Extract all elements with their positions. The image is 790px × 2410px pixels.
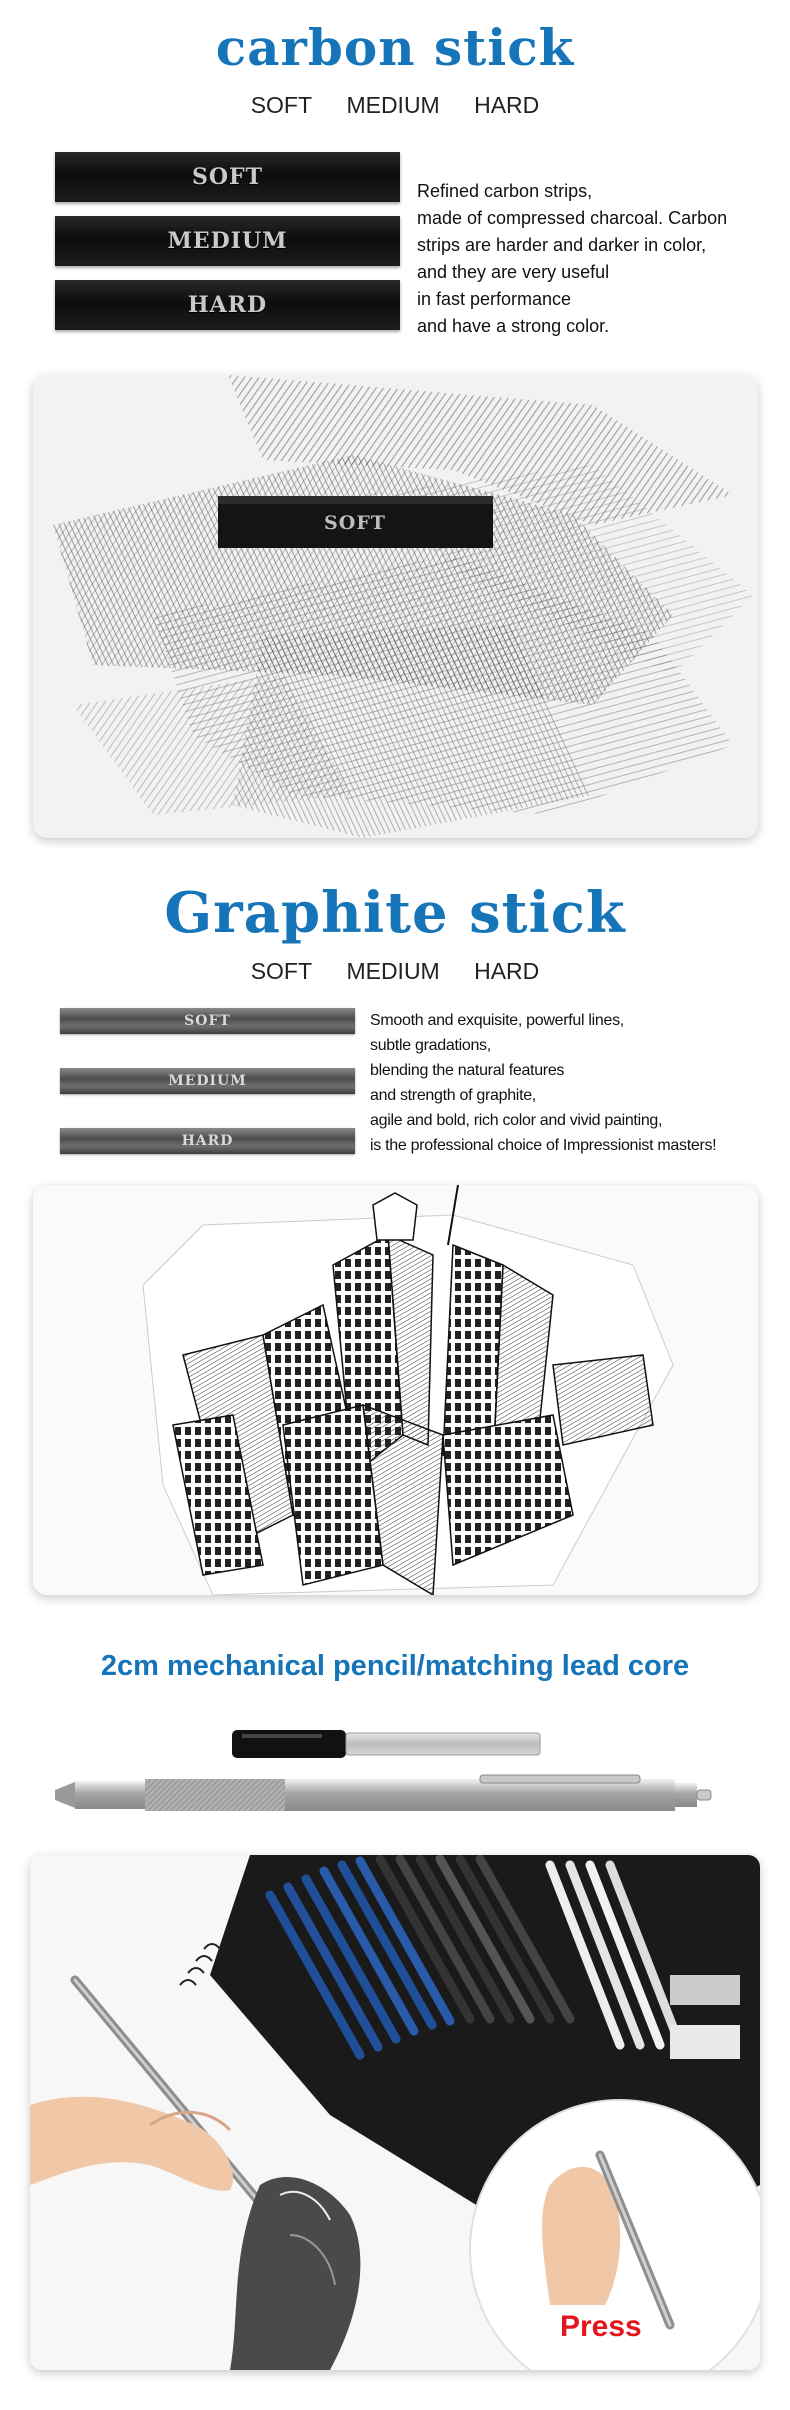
lead-case bbox=[232, 1730, 540, 1758]
grade-soft: SOFT bbox=[250, 92, 313, 118]
stick-label: SOFT bbox=[191, 164, 264, 190]
charcoal-scribble-illustration bbox=[33, 375, 758, 838]
graphite-stick-medium bbox=[60, 1068, 355, 1094]
carbon-grades bbox=[0, 92, 790, 119]
graphite-stick-soft bbox=[60, 1008, 355, 1034]
press-label: Press bbox=[560, 2310, 642, 2343]
graphite-grades bbox=[0, 958, 790, 985]
stick-label: HARD bbox=[187, 292, 268, 318]
graphite-title: Graphite stick bbox=[164, 880, 626, 946]
mechanical-pencil-heading: 2cm mechanical pencil/matching lead core bbox=[100, 1650, 690, 1682]
carbon-description: Refined carbon strips, made of compressed charcoal. Carbon strips are harder and darker in color, and they are very useful in fast performance and have a strong color. bbox=[417, 181, 728, 336]
mechanical-pencil bbox=[55, 1775, 711, 1811]
carbon-title: carbon stick bbox=[215, 18, 575, 77]
city-sketch-illustration bbox=[33, 1185, 758, 1595]
grade-hard: HARD bbox=[474, 92, 540, 118]
grade-medium: MEDIUM bbox=[346, 92, 440, 118]
carbon-stick-soft bbox=[55, 152, 400, 202]
pencil-set-photo bbox=[30, 1855, 760, 2370]
stick-label: HARD bbox=[181, 1133, 234, 1149]
photo-stick-label: SOFT bbox=[324, 512, 386, 534]
stick-label: SOFT bbox=[184, 1013, 231, 1029]
graphite-description: Smooth and exquisite, powerful lines, subtle gradations, blending the natural features and strength of graphite, agile and bold, rich color and vivid painting, is the professional choice of Impressionist masters! bbox=[370, 1012, 717, 1154]
carbon-stick-medium bbox=[55, 216, 400, 266]
carbon-stick-hard bbox=[55, 280, 400, 330]
photo-soft-stick bbox=[218, 496, 493, 548]
graphite-city-sketch-photo bbox=[33, 1185, 758, 1595]
mechanical-pencil-and-lead-case bbox=[0, 1715, 790, 1835]
stick-label: MEDIUM bbox=[168, 1073, 247, 1089]
grade-medium: MEDIUM bbox=[346, 958, 440, 984]
carbon-sketch-photo bbox=[33, 375, 758, 838]
grade-soft: SOFT bbox=[250, 958, 313, 984]
drawing-set-illustration bbox=[30, 1855, 760, 2370]
stick-label: MEDIUM bbox=[167, 228, 288, 254]
graphite-stick-hard bbox=[60, 1128, 355, 1154]
grade-hard: HARD bbox=[474, 958, 540, 984]
